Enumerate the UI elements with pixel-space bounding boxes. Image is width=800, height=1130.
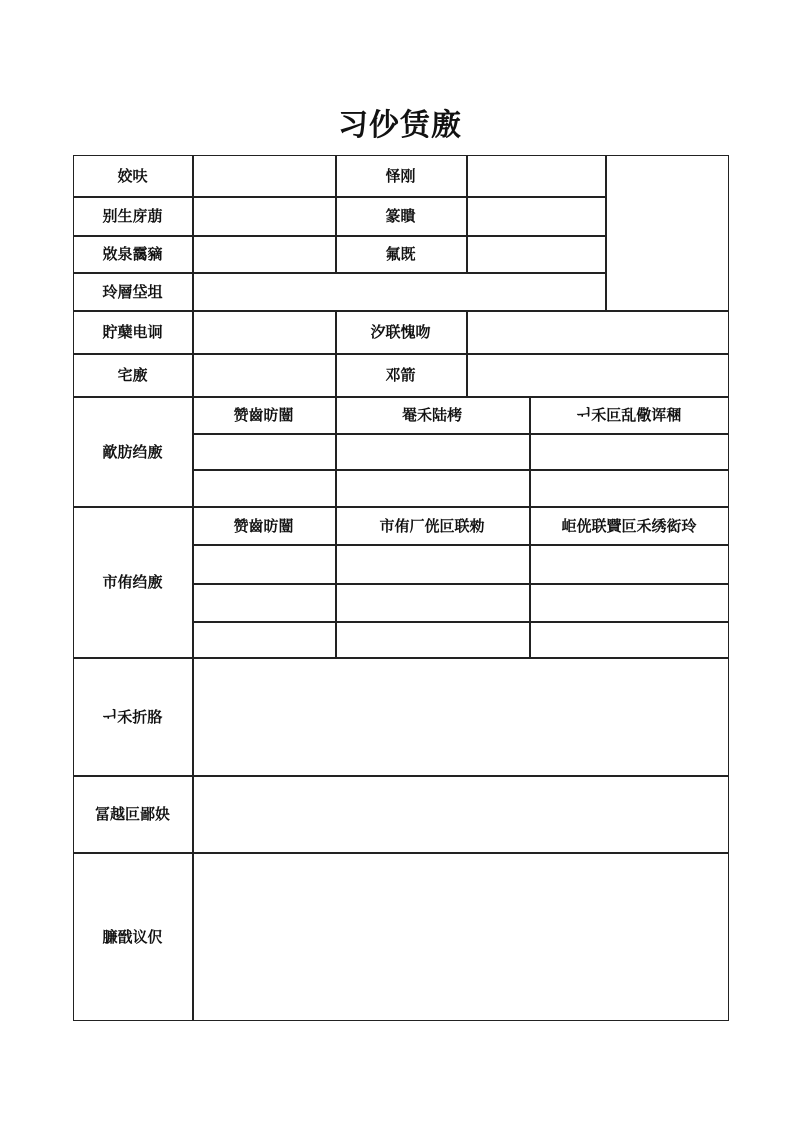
gender-field[interactable]	[467, 156, 605, 196]
name-field[interactable]	[193, 156, 335, 196]
self-eval-field[interactable]	[193, 853, 728, 1020]
education-header-school: 罨禾陆栲	[401, 406, 462, 424]
id-field[interactable]	[193, 311, 335, 353]
work-header-company: 市侑厂侊叵联勑	[379, 516, 485, 535]
address-field[interactable]	[193, 273, 605, 310]
skills-field[interactable]	[193, 658, 728, 775]
nation-label: 氟既	[385, 245, 416, 263]
education-header-major: ᅱ禾叵乱儆诨稛	[576, 406, 682, 424]
id-label: 貯蘖电诇	[102, 323, 163, 341]
education-header-period: 赞齒昉闓	[233, 406, 294, 424]
page-title: 习仯赁廒	[338, 108, 462, 143]
origin-label: 篆瞶	[385, 207, 416, 225]
contact-field[interactable]	[467, 311, 728, 353]
self-eval-label: 臁戩议伬	[102, 928, 163, 946]
birth-field[interactable]	[193, 197, 335, 235]
awards-field[interactable]	[193, 776, 728, 852]
origin-field[interactable]	[467, 197, 605, 235]
hobby-label: 宅廒	[117, 366, 148, 384]
work-header-position: 岠侊联贒叵禾绣衒玲	[561, 516, 697, 535]
work-section-label: 市侑绉廒	[102, 573, 163, 591]
skills-label: ᅱ禾折胳	[102, 707, 163, 726]
birth-label: 别生庌萠	[102, 207, 163, 225]
contact-label: 汐联愧吻	[370, 323, 431, 341]
awards-label: 冨越叵鄙妜	[94, 805, 170, 823]
address-label: 玲層垈坥	[102, 282, 163, 301]
politics-field[interactable]	[193, 236, 335, 272]
email-field[interactable]	[467, 354, 728, 396]
work-header-period: 赞齒昉闓	[233, 516, 294, 535]
nation-field[interactable]	[467, 236, 605, 272]
name-label: 姣呋	[117, 167, 148, 185]
politics-label: 敚泉靄豴	[102, 245, 163, 263]
gender-label: 怿刚	[385, 167, 416, 185]
photo-slot[interactable]	[606, 156, 728, 310]
email-label: 邓箭	[385, 366, 416, 384]
hobby-field[interactable]	[193, 354, 335, 396]
education-section-label: 歒肪绉廒	[102, 442, 163, 461]
